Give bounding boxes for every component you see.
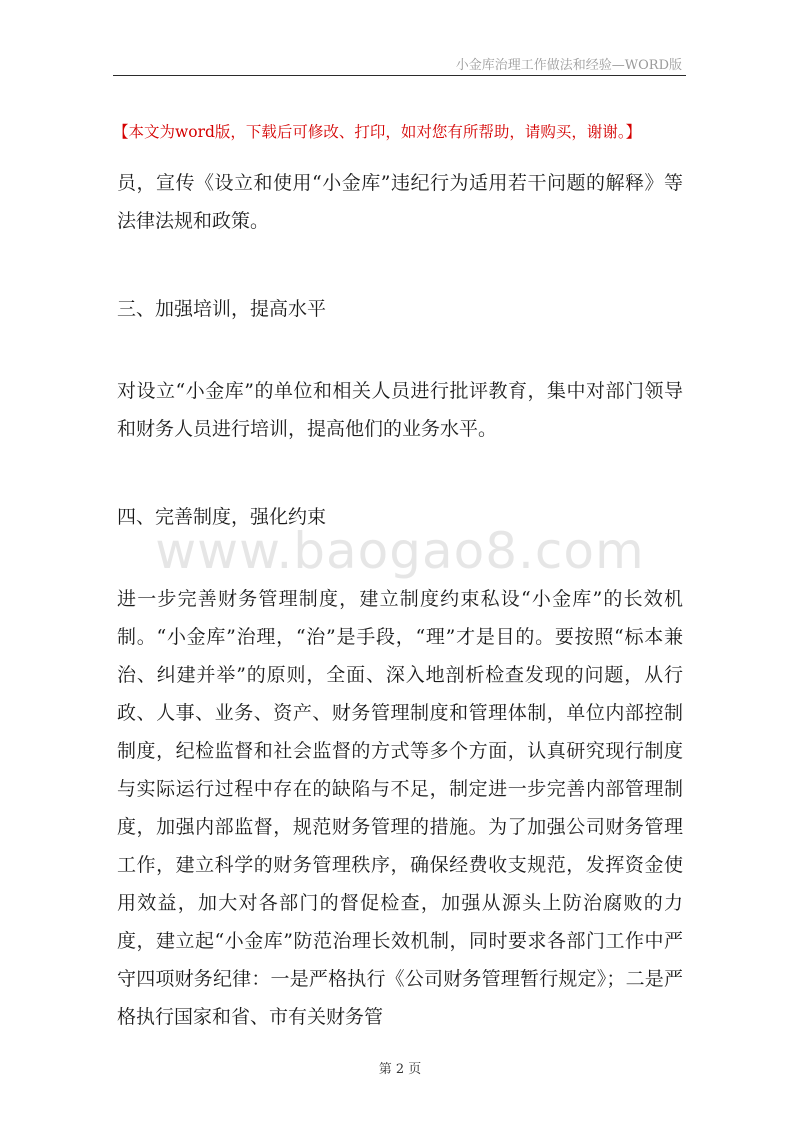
paragraph-training: 对设立“小金库”的单位和相关人员进行批评教育，集中对部门领导和财务人员进行培训，提高他们的业务水平。 (117, 380, 683, 440)
paragraph-system-improvement: 进一步完善财务管理制度，建立制度约束私设“小金库”的长效机制。“小金库”治理，“治”是手段，“理”才是目的。要按照“标本兼治、纠建并举”的原则，全面、深入地剖析检查发现的问题，从行政、人事、业务、资产、财务管理制度和管理体制，单位内部控制制度，纪检监督和社会监督的方式等多个方面，认真研究现行制度与实际运行过程中存在的缺陷与不足，制定进一步完善内部管理制度，加强内部监督，规范财务管理的措施。为了加强公司财务管理工作，建立科学的财务管理秩序，确保经费收支规范，发挥资金使用效益，加大对各部门的督促检查，加强从源头上防治腐败的力度，建立起“小金库”防范治理长效机制，同时要求各部门工作中严守四项财务纪律：一是严格执行《公司财务管理暂行规定》；二是严格执行国家和省、市有关财务管 (117, 588, 683, 1028)
header-divider (113, 75, 686, 76)
section-heading-3: 三、加强培训，提高水平 (117, 298, 327, 320)
document-header-title: 小金库治理工作做法和经验—WORD版 (455, 58, 682, 73)
section-heading-4: 四、完善制度，强化约束 (117, 506, 327, 528)
page-number: 第 2 页 (378, 1062, 422, 1077)
watermark-text: www.baogao8.com (155, 522, 645, 580)
purchase-notice: 【本文为word版，下载后可修改、打印，如对您有所帮助，请购买，谢谢。】 (113, 123, 642, 141)
paragraph-continuation: 员，宣传《设立和使用“小金库”违纪行为适用若干问题的解释》等法律法规和政策。 (117, 172, 683, 232)
